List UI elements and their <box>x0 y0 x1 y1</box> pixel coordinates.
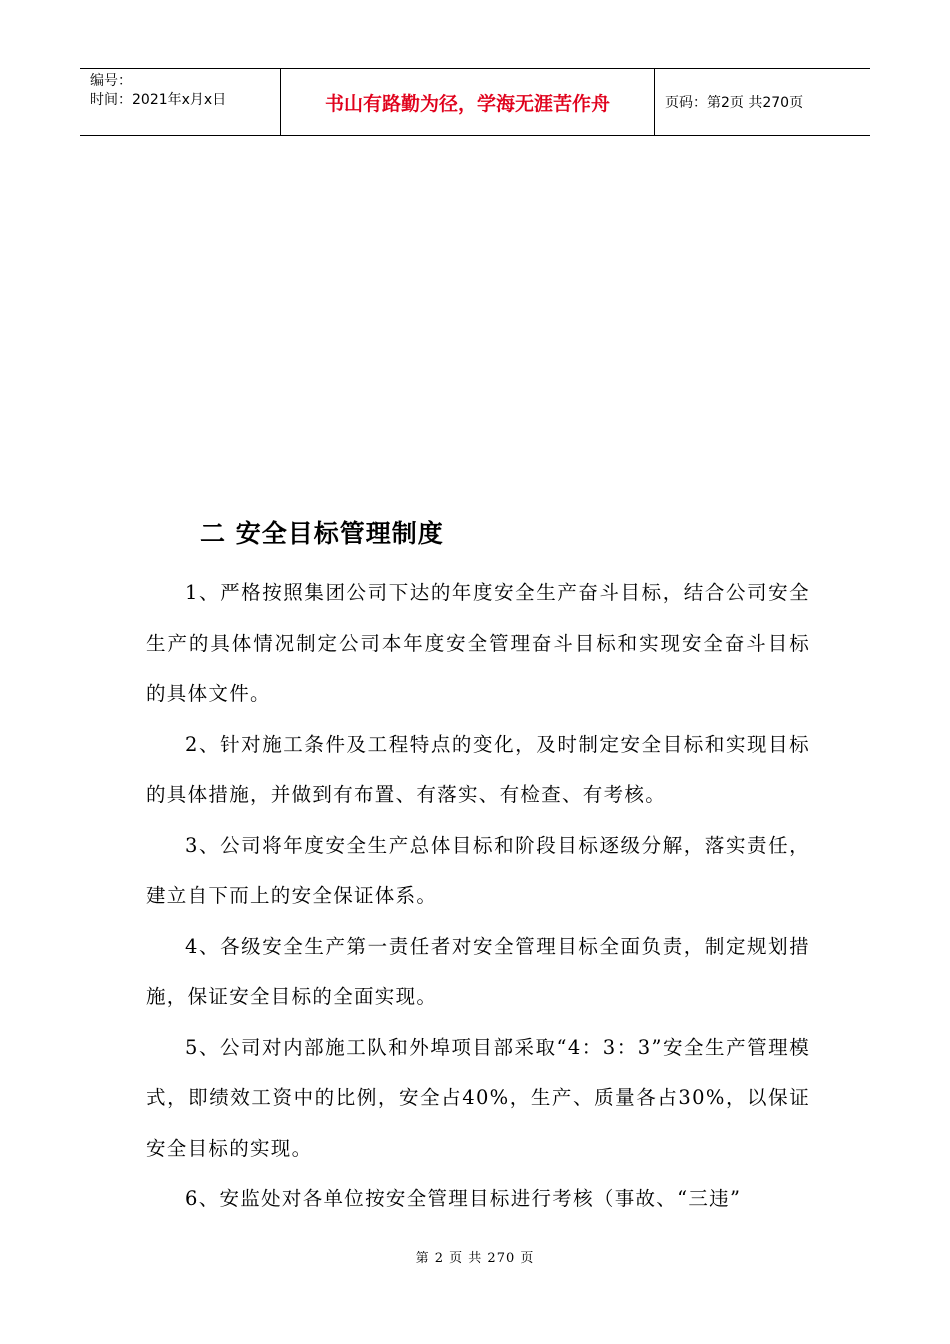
section-title: 二 安全目标管理制度 <box>200 519 444 548</box>
paragraph: 5、公司对内部施工队和外埠项目部采取“4：3：3”安全生产管理模式，即绩效工资中的比例，安全占40%，生产、质量各占30%，以保证安全目标的实现。 <box>146 1035 810 1160</box>
document-number-label: 编号： <box>90 73 132 89</box>
header-motto: 书山有路勤为径，学海无涯苦作舟 <box>281 69 655 135</box>
paragraph: 4、各级安全生产第一责任者对安全管理目标全面负责，制定规划措施，保证安全目标的全面实现。 <box>146 934 810 1008</box>
document-header <box>80 68 870 136</box>
page-footer: 第 2 页 共 270 页 <box>415 1251 535 1266</box>
header-meta <box>80 69 281 135</box>
paragraph: 2、针对施工条件及工程特点的变化，及时制定安全目标和实现目标的具体措施，并做到有布置、有落实、有检查、有考核。 <box>146 732 810 806</box>
header-page-info: 页码：第2页 共270页 <box>665 95 804 111</box>
paragraph: 1、严格按照集团公司下达的年度安全生产奋斗目标，结合公司安全生产的具体情况制定公司本年度安全管理奋斗目标和实现安全奋斗目标的具体文件。 <box>146 581 810 705</box>
document-body <box>146 568 810 1225</box>
paragraph: 3、公司将年度安全生产总体目标和阶段目标逐级分解，落实责任，建立自下而上的安全保证体系。 <box>146 833 810 907</box>
paragraph: 6、安监处对各单位按安全管理目标进行考核（事故、“三违” <box>185 1187 742 1210</box>
document-date-label: 时间：2021年x月x日 <box>90 92 227 108</box>
